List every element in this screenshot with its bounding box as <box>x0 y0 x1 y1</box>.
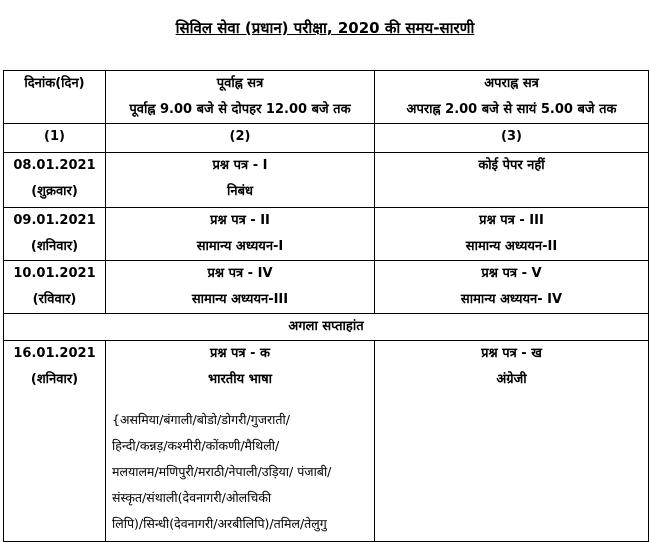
weekend-break-label: अगला सप्ताहांत <box>4 314 649 341</box>
paper-subject: निबंध <box>226 184 253 199</box>
paper-subject: सामान्य अध्ययन-III <box>191 292 289 307</box>
column-number: (1) <box>4 124 106 153</box>
weekday: (शनिवार) <box>30 239 79 254</box>
date-cell <box>4 208 106 261</box>
language-list-line: मलयालम/मणिपुरी/मराठी/नेपाली/उड़िया/ पंजाबी/ <box>112 464 332 479</box>
date-cell <box>4 153 106 208</box>
paper-number: प्रश्न पत्र - I <box>212 158 268 173</box>
date: 09.01.2021 <box>13 213 96 228</box>
language-list-line: {असमिया/बंगाली/बोडो/डोगरी/गुजराती/ <box>112 412 290 427</box>
table-row <box>4 341 649 542</box>
column-number: (3) <box>375 124 649 153</box>
paper-subject: सामान्य अध्ययन-II <box>465 239 558 254</box>
weekday: (रविवार) <box>32 292 77 307</box>
morning-cell <box>106 341 375 542</box>
afternoon-cell <box>375 208 649 261</box>
header-afternoon-time: अपराह्न 2.00 बजे से सायं 5.00 बजे तक <box>406 102 617 117</box>
afternoon-cell <box>375 261 649 314</box>
date-cell <box>4 341 106 542</box>
weekend-break-row <box>4 314 649 341</box>
weekday: (शुक्रवार) <box>31 184 78 199</box>
table-row <box>4 153 649 208</box>
paper-subject: सामान्य अध्ययन- IV <box>460 292 563 307</box>
header-afternoon-title: अपराह्न सत्र <box>484 76 539 91</box>
paper-number: प्रश्न पत्र - IV <box>207 266 273 281</box>
morning-cell <box>106 153 375 208</box>
weekday: (शनिवार) <box>30 372 79 387</box>
language-list-line: लिपि)/सिन्धी(देवनागरी/अरबीलिपि)/तमिल/तेलुगु <box>112 516 327 531</box>
language-list <box>106 407 374 537</box>
paper-number: कोई पेपर नहीं <box>478 158 545 173</box>
paper-number: प्रश्न पत्र - ख <box>481 346 542 361</box>
table-row <box>4 261 649 314</box>
date: 16.01.2021 <box>13 346 96 361</box>
language-list-line: हिन्दी/कन्नड़/कश्मीरी/कोंकणी/मैथिली/ <box>112 438 280 453</box>
afternoon-cell <box>375 341 649 542</box>
paper-number: प्रश्न पत्र - V <box>481 266 542 281</box>
table-row <box>4 208 649 261</box>
column-number-row <box>4 124 649 153</box>
afternoon-cell <box>375 153 649 208</box>
language-list-line: संस्कृत/संथाली(देवनागरी/ओलचिकी <box>112 490 272 505</box>
date: 10.01.2021 <box>13 266 96 281</box>
morning-cell <box>106 261 375 314</box>
date: 08.01.2021 <box>13 158 96 173</box>
paper-subject: भारतीय भाषा <box>207 372 273 387</box>
header-row <box>4 71 649 124</box>
paper-subject: अंग्रेजी <box>496 372 527 387</box>
header-date-day: दिनांक(दिन) <box>4 71 106 124</box>
morning-cell <box>106 208 375 261</box>
date-cell <box>4 261 106 314</box>
paper-subject: सामान्य अध्ययन-I <box>196 239 284 254</box>
paper-number: प्रश्न पत्र - क <box>209 346 271 361</box>
header-morning-title: पूर्वाह्न सत्र <box>216 76 264 91</box>
column-number: (2) <box>106 124 375 153</box>
header-afternoon-session <box>375 71 649 124</box>
schedule-table <box>3 70 649 542</box>
page-title: सिविल सेवा (प्रधान) परीक्षा, 2020 की समय-सारणी <box>175 19 475 37</box>
paper-number: प्रश्न पत्र - III <box>479 213 544 228</box>
paper-number: प्रश्न पत्र - II <box>210 213 270 228</box>
header-morning-time: पूर्वाह्न 9.00 बजे से दोपहर 12.00 बजे तक <box>129 102 351 117</box>
header-morning-session <box>106 71 375 124</box>
